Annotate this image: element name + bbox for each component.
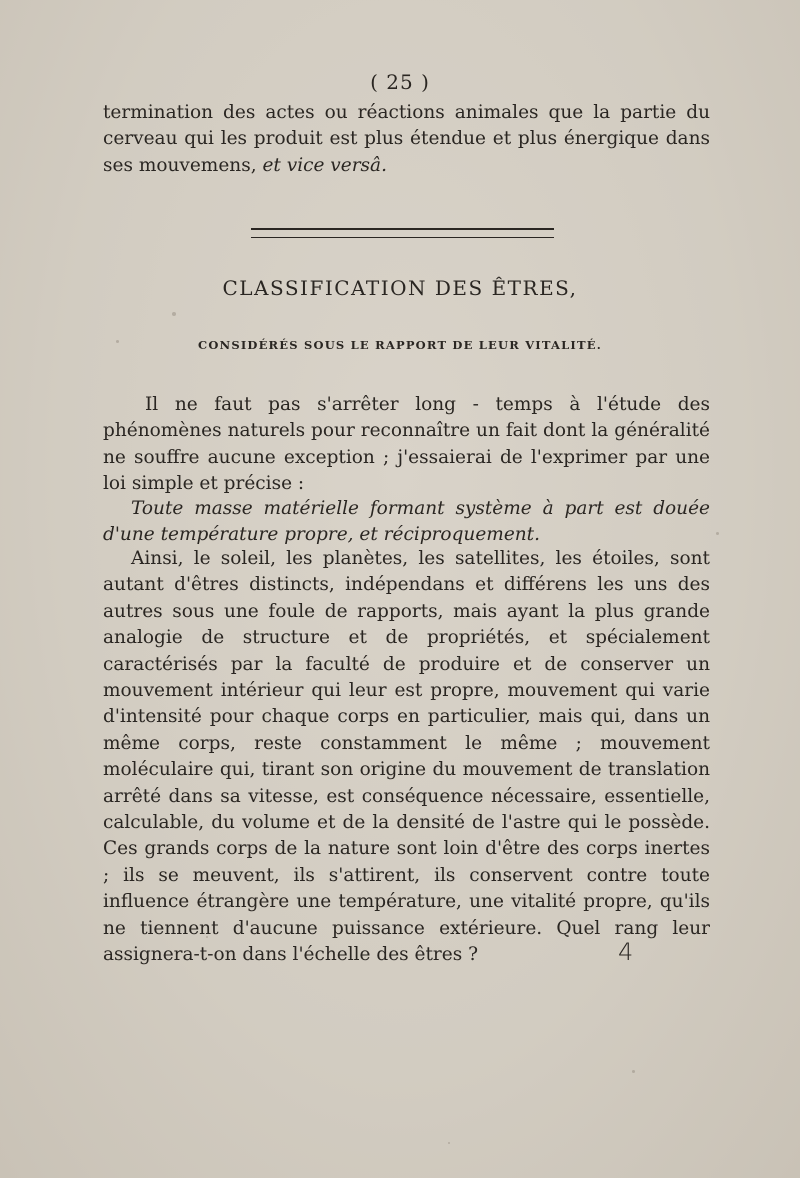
page-number: ( 25 ): [370, 70, 430, 94]
section-subtitle: CONSIDÉRÉS SOUS LE RAPPORT DE LEUR VITALITÉ.: [198, 338, 602, 352]
paragraph-loi: Il ne faut pas s'arrêter long - temps à l'étude des phénomènes naturels pour reconnaître un fait dont la généralité ne souffre aucune exception ; j'essaierai de l'exprimer par une loi simple et précise :: [103, 394, 710, 495]
section-divider: [251, 228, 554, 238]
paragraph-principle: Toute masse matérielle formant système à part est douée d'une température propre, et réciproquement.: [103, 498, 710, 546]
paper-speck: [448, 1142, 450, 1144]
continuation-italic-tail: et vice versâ.: [262, 154, 387, 176]
paragraph-ainsi: Ainsi, le soleil, les planètes, les satellites, les étoiles, sont autant d'êtres distincts, indépendans et différens les uns des autres sous une foule de rapports, mais ayant la plus grande analogie de structure et de propriétés, et spécialement caractérisés par la faculté de produire et de conserver un mouvement intérieur qui leur est propre, mouvement qui varie d'intensité pour chaque corps en particulier, mais qui, dans un même corps, reste constamment le même ; mouvement moléculaire qui, tirant son origine du mouvement de translation arrêté dans sa vitesse, est conséquence nécessaire, essentielle, calculable, du volume et de la densité de l'astre qui le possède. Ces grands corps de la nature sont loin d'être des corps inertes ; ils se meuvent, ils s'attirent, ils conservent contre toute influence étrangère une température, une vitalité propre, qu'ils ne tiennent d'aucune puissance extérieure. Quel rang leur assignera-t-on dans l'échelle des êtres ?: [103, 548, 710, 966]
continuation-text: termination des actes ou réactions animales que la partie du cerveau qui les produit est plus étendue et plus énergique dans ses mouvemens,: [103, 102, 710, 176]
paper-speck: [716, 532, 719, 535]
paper-speck: [116, 340, 119, 343]
continuation-paragraph: [103, 100, 710, 179]
paper-speck: [172, 312, 176, 316]
section-title: CLASSIFICATION DES ÊTRES,: [222, 276, 578, 300]
signature-mark: 4: [618, 938, 634, 966]
paper-speck: [632, 1070, 635, 1073]
paper-speck: [206, 936, 208, 938]
